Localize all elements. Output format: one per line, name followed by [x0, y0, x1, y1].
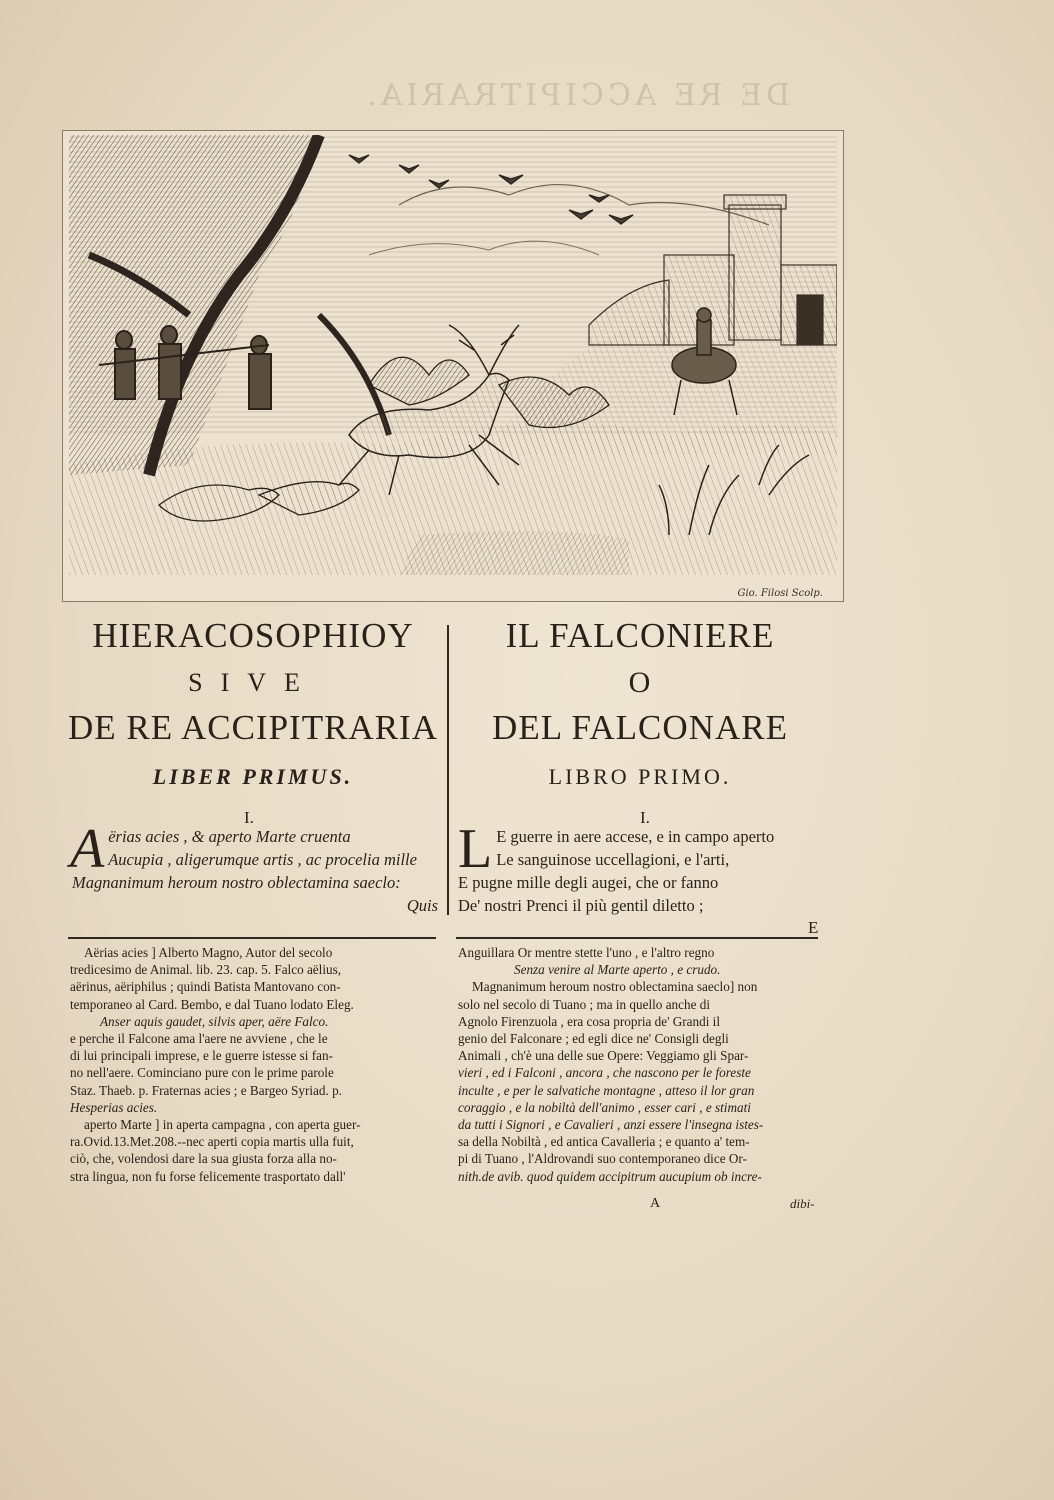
left-verse-line: Magnanimum heroum nostro oblectamina saeclo: [72, 873, 401, 892]
right-subtitle: LIBRO PRIMO. [548, 764, 732, 789]
left-title-line2: SIVE [188, 668, 318, 697]
left-drop-cap: A [70, 818, 105, 880]
note-line: temporaneo al Card. Bembo, e dal Tuano lodato Eleg. [70, 996, 354, 1012]
note-line: genio del Falconare ; ed egli dice ne' Consigli degli [458, 1031, 729, 1047]
right-verse-line: E pugne mille degli augei, che or fanno [458, 873, 719, 892]
left-section-number: I. [244, 808, 254, 827]
note-line: nith.de avib. quod quidem accipitrum aucupium ob incre- [458, 1168, 762, 1184]
left-title-block [68, 616, 438, 790]
note-line: Agnolo Firenzuola , era cosa propria de' Grandi il [458, 1013, 721, 1029]
note-line: Senza venire al Marte aperto , e crudo. [514, 962, 721, 978]
column-divider [447, 625, 449, 915]
signature-mark: A [650, 1196, 661, 1211]
note-line: ciò, che, volendosi dare la sua giusta forza alla no- [70, 1151, 337, 1167]
note-line: da tutti i Signori , e Cavalieri , anzi essere l'insegna istes- [458, 1117, 764, 1133]
hunting-scene-illustration [69, 135, 837, 575]
note-line: solo nel secolo di Tuano ; ma in quello anche di [458, 996, 710, 1012]
right-title-line1: IL FALCONIERE [505, 616, 775, 655]
note-line: Anguillara Or mentre stette l'uno , e l'altro regno [458, 945, 715, 960]
right-section-number: I. [640, 808, 650, 827]
right-drop-cap: L [458, 818, 493, 880]
note-line: Aërias acies ] Alberto Magno, Autor del secolo [84, 945, 333, 960]
right-verse-block [458, 818, 828, 917]
note-line: Anser aquis gaudet, silvis aper, aëre Falco. [100, 1013, 329, 1029]
note-line: Animali , ch'è una delle sue Opere: Veggiamo gli Spar- [458, 1048, 749, 1064]
engraver-signature: Gio. Filosi Scolp. [737, 588, 823, 599]
note-line: ra.Ovid.13.Met.208.--nec aperti copia martis ulla fuit, [70, 1134, 354, 1150]
left-catchword: Quis [406, 896, 438, 915]
right-verse-line: E guerre in aere accese, e in campo aperto [496, 827, 775, 846]
right-notes-rule [456, 937, 818, 939]
note-line: inculte , e per le salvatiche montagne , atteso il lor gran [458, 1082, 755, 1098]
left-verse-block [70, 818, 440, 917]
note-line: aperto Marte ] in aperta campagna , con aperta guer- [84, 1117, 361, 1133]
note-line: tredicesimo de Animal. lib. 23. cap. 5. Falco aëlius, [70, 962, 342, 978]
note-line: di lui principali imprese, e le guerre istesse si fan- [70, 1048, 333, 1064]
note-line: stra lingua, non fu forse felicemente trasportato dall' [70, 1168, 346, 1184]
right-title-line2: O [628, 666, 652, 699]
note-line: Hesperias acies. [70, 1099, 158, 1115]
note-line: sa della Nobiltà , ed antica Cavalleria ; e quanto a' tem- [458, 1134, 750, 1150]
note-line: e perche il Falcone ama l'aere ne avviene , che le [70, 1031, 328, 1047]
note-line: Staz. Thaeb. p. Fraternas acies ; e Bargeo Syriad. p. [70, 1082, 342, 1098]
left-notes-rule [68, 937, 436, 939]
right-catchword: E [808, 918, 819, 937]
right-notes [458, 944, 822, 1185]
left-title-line1: HIERACOSOPHIOY [92, 616, 414, 655]
right-title-block [460, 616, 820, 790]
bleed-through-text: DE RE ACCIPITRARIA. [363, 78, 790, 113]
note-line: aërinus, aëriphilus ; quindi Batista Mantovano con- [70, 979, 341, 995]
note-line: pi di Tuano , l'Aldrovandi suo contemporaneo dice Or- [458, 1151, 747, 1167]
engraving-plate [62, 130, 844, 602]
bottom-catchword: dibi- [790, 1196, 815, 1211]
right-verse-line: Le sanguinose uccellagioni, e l'arti, [496, 850, 730, 869]
left-verse-line: Aucupia , aligerumque artis , ac procelia mille [108, 850, 417, 869]
note-line: Magnanimum heroum nostro oblectamina saeclo] non [472, 979, 758, 995]
right-title-line3: DEL FALCONARE [492, 708, 788, 747]
note-line: coraggio , e la nobiltà dell'animo , esser cari , e stimati [458, 1099, 751, 1115]
left-subtitle: LIBER PRIMUS. [152, 764, 354, 789]
left-notes [70, 944, 436, 1185]
left-verse-line: ërias acies , & aperto Marte cruenta [108, 827, 351, 846]
right-verse-line: De' nostri Prenci il più gentil diletto ; [458, 896, 704, 915]
note-line: no nell'aere. Cominciano pure con le prime parole [70, 1065, 334, 1081]
note-line: vieri , ed i Falconi , ancora , che nascono per le foreste [458, 1065, 751, 1081]
left-title-line3: DE RE ACCIPITRARIA [68, 708, 438, 747]
